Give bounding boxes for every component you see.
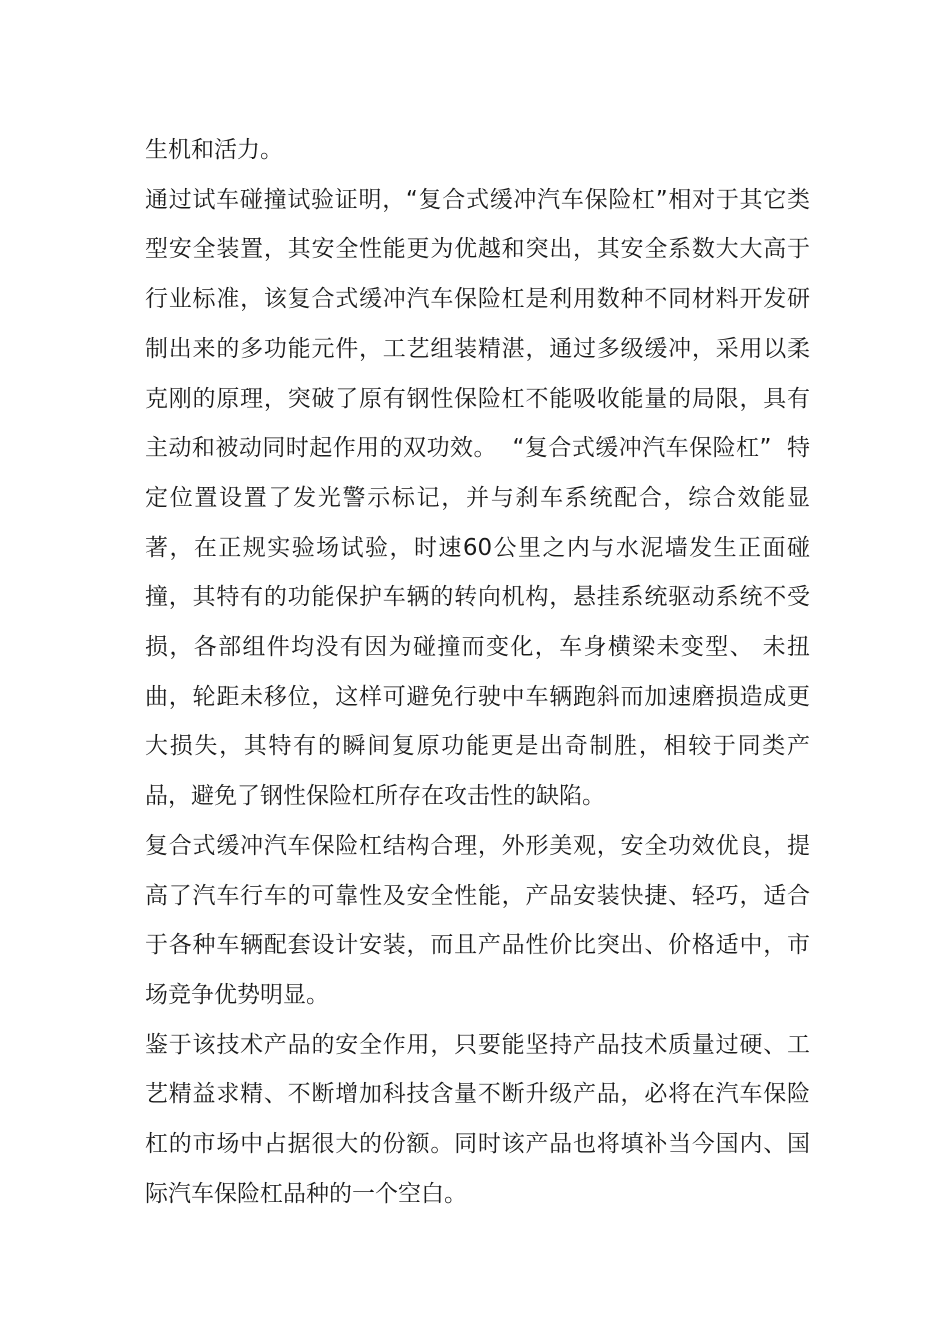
paragraph-market: 鉴于该技术产品的安全作用，只要能坚持产品技术质量过硬、工艺精益求精、不断增加科技含量不断升级产品，必将在汽车保险杠的市场中占据很大的份额。同时该产品也将填补当今国内、国际汽车保险杠品种的一个空白。 — [145, 1031, 810, 1207]
paragraph-structure: 复合式缓冲汽车保险杠结构合理，外形美观，安全功效优良，提高了汽车行车的可靠性及安全性能，产品安装快捷、轻巧，适合于各种车辆配套设计安装，而且产品性价比突出、价格适中，市场竞争优势明显。 — [145, 832, 810, 1008]
paragraph-continuation: 生机和活力。 — [145, 137, 283, 163]
body-text — [145, 126, 810, 1219]
paragraph-crash-test: 通过试车碰撞试验证明，“复合式缓冲汽车保险杠”相对于其它类型安全装置，其安全性能更为优越和突出，其安全系数大大高于行业标准，该复合式缓冲汽车保险杠是利用数种不同材料开发研制出来的多功能元件，工艺组装精湛，通过多级缓冲，采用以柔克刚的原理，突破了原有钢性保险杠不能吸收能量的局限，具有主动和被动同时起作用的双功效。 “复合式缓冲汽车保险杠” 特定位置设置了发光警示标记，并与刹车系统配合，综合效能显著，在正规实验场试验，时速60公里之内与水泥墙发生正面碰撞，其特有的功能保护车辆的转向机构，悬挂系统驱动系统不受损，各部组件均没有因为碰撞而变化，车身横梁未变型、 未扭曲，轮距未移位，这样可避免行驶中车辆跑斜而加速磨损造成更大损失，其特有的瞬间复原功能更是出奇制胜，相较于同类产品，避免了钢性保险杠所存在攻击性的缺陷。 — [145, 186, 810, 810]
